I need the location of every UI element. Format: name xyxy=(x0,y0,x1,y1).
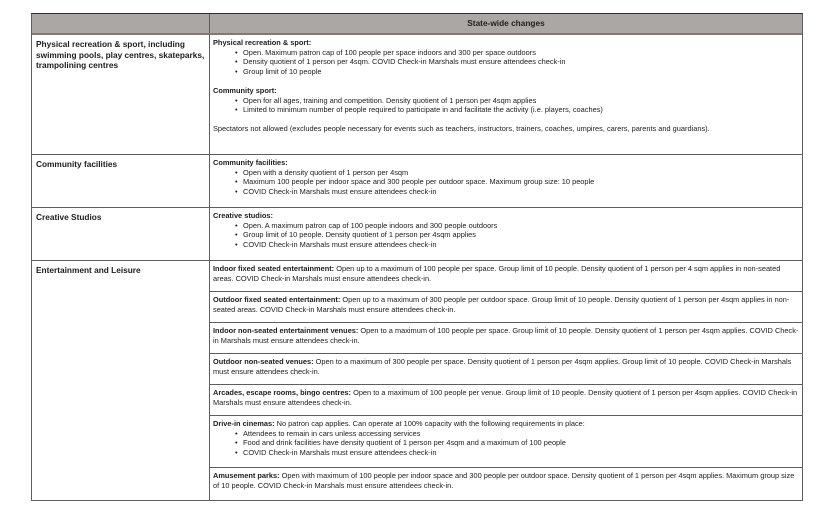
sub-row-outdoor-fixed-seated xyxy=(210,292,802,323)
list-item: • Maximum 100 people per indoor space and 300 people per outdoor space. Maximum group size: 10 people xyxy=(243,177,799,187)
table-row-entertainment-leisure xyxy=(32,261,802,500)
list-item: • Food and drink facilities have density quotient of 1 person per 4sqm and a maximum of 100 people xyxy=(243,438,799,448)
list-item: • Attendees to remain in cars unless accessing services xyxy=(243,429,799,439)
bullet-list xyxy=(213,48,799,77)
list-item: • COVID Check-in Marshals must ensure attendees check-in xyxy=(243,240,799,250)
sub-row-outdoor-non-seated xyxy=(210,354,802,385)
category-cell: Physical recreation & sport, including swimming pools, play centres, skateparks, trampolining centres xyxy=(32,35,210,154)
sub-row-title: Indoor non-seated entertainment venues: xyxy=(213,326,359,335)
bullet-list xyxy=(213,221,799,250)
changes-cell xyxy=(210,261,802,500)
sub-row-title: Amusement parks: xyxy=(213,471,280,480)
sub-row-title: Drive-in cinemas: xyxy=(213,419,275,428)
sub-row-title: Indoor fixed seated entertainment: xyxy=(213,264,335,273)
category-cell: Creative Studios xyxy=(32,208,210,260)
section-title: Community sport: xyxy=(213,85,277,95)
bullet-list xyxy=(213,429,799,458)
sub-row-arcades xyxy=(210,385,802,416)
bullet-list xyxy=(213,96,799,115)
list-item: • Group limit of 10 people. Density quotient of 1 person per 4sqm applies xyxy=(243,230,799,240)
sub-row-text: Open with maximum of 100 people per indoor space and 300 people per outdoor space. Density quotient of 1 person per 4sqm applies. Maximum group size of 10 people. COVID Check-in Marshals must ensure attendees check-in. xyxy=(213,471,795,490)
list-item: • Open. A maximum patron cap of 100 people indoors and 300 people outdoors xyxy=(243,221,799,231)
sub-row-text: Open to a maximum of 300 people per space. Density quotient of 1 person per 4sqm applies. Group limit of 10 people. COVID Check-in Marshals must ensure attendees check-in. xyxy=(213,357,792,376)
category-cell: Community facilities xyxy=(32,155,210,207)
list-item: • Open with a density quotient of 1 person per 4sqm xyxy=(243,168,799,178)
changes-cell xyxy=(210,208,802,260)
sub-row-indoor-fixed-seated xyxy=(210,261,802,292)
list-item: • COVID Check-in Marshals must ensure attendees check-in xyxy=(243,448,799,458)
section-title: Creative studios: xyxy=(213,211,273,220)
sub-row-text: Open up to a maximum of 100 people per space. Group limit of 10 people. Density quotient of 1 person per 4 sqm applies in non-seated areas. COVID Check-in Marshals must ensure attendees check-in. xyxy=(213,264,781,283)
table-row-creative-studios xyxy=(32,208,802,261)
bullet-list xyxy=(213,168,799,197)
sub-row-text: Open to a maximum of 100 people per venue. Group limit of 10 people. Density quotient of 1 person per 4sqm applies. COVID Check-in Marshals must ensure attendees check-in. xyxy=(213,388,798,407)
header-cell-category xyxy=(32,14,210,33)
list-item: • Group limit of 10 people xyxy=(243,67,799,77)
list-item: • Limited to minimum number of people required to participate in and facilitate the activity (i.e. players, coaches) xyxy=(243,105,799,115)
sub-row-indoor-non-seated xyxy=(210,323,802,354)
sub-row-amusement-parks xyxy=(210,468,802,500)
sub-row-drive-in-cinemas xyxy=(210,416,802,468)
sub-row-title: Outdoor non-seated venues: xyxy=(213,357,314,366)
sub-row-title: Arcades, escape rooms, bingo centres: xyxy=(213,388,352,397)
sub-row-text: No patron cap applies. Can operate at 100% capacity with the following requirements in place: xyxy=(274,419,585,428)
changes-cell xyxy=(210,35,802,154)
sub-row-text: Open up to a maximum of 300 people per outdoor space. Group limit of 10 people. Density quotient of 1 person per 4sqm applies in non-seated areas. COVID Check-in Marshals must ensure attendees check-in. xyxy=(213,295,790,314)
table-header-row xyxy=(32,14,802,35)
sub-row-text: Open to a maximum of 100 people per space. Group limit of 10 people. Density quotient of 1 person per 4sqm applies. COVID Check-in Marshals must ensure attendees check-in. xyxy=(213,326,799,345)
table-row-community-facilities xyxy=(32,155,802,208)
section-title: Physical recreation & sport: xyxy=(213,38,312,47)
restrictions-table xyxy=(31,13,803,501)
list-item: • COVID Check-in Marshals must ensure attendees check-in xyxy=(243,187,799,197)
table-row-physical-recreation xyxy=(32,35,802,155)
changes-cell xyxy=(210,155,802,207)
list-item: • Density quotient of 1 person per 4sqm. COVID Check-in Marshals must ensure attendees check-in xyxy=(243,57,799,67)
category-cell: Entertainment and Leisure xyxy=(32,261,210,500)
section-title: Community facilities: xyxy=(213,158,288,167)
list-item: • Open. Maximum patron cap of 100 people per space indoors and 300 per space outdoors xyxy=(243,48,799,58)
sub-row-title: Outdoor fixed seated entertainment: xyxy=(213,295,341,304)
header-cell-state-wide-changes: State-wide changes xyxy=(467,18,545,28)
spectators-note: Spectators not allowed (excludes people necessary for events such as teachers, instructors, trainers, coaches, umpires, carers, parents and guardians). xyxy=(213,124,710,134)
list-item: • Open for all ages, training and competition. Density quotient of 1 person per 4sqm applies xyxy=(243,96,799,106)
